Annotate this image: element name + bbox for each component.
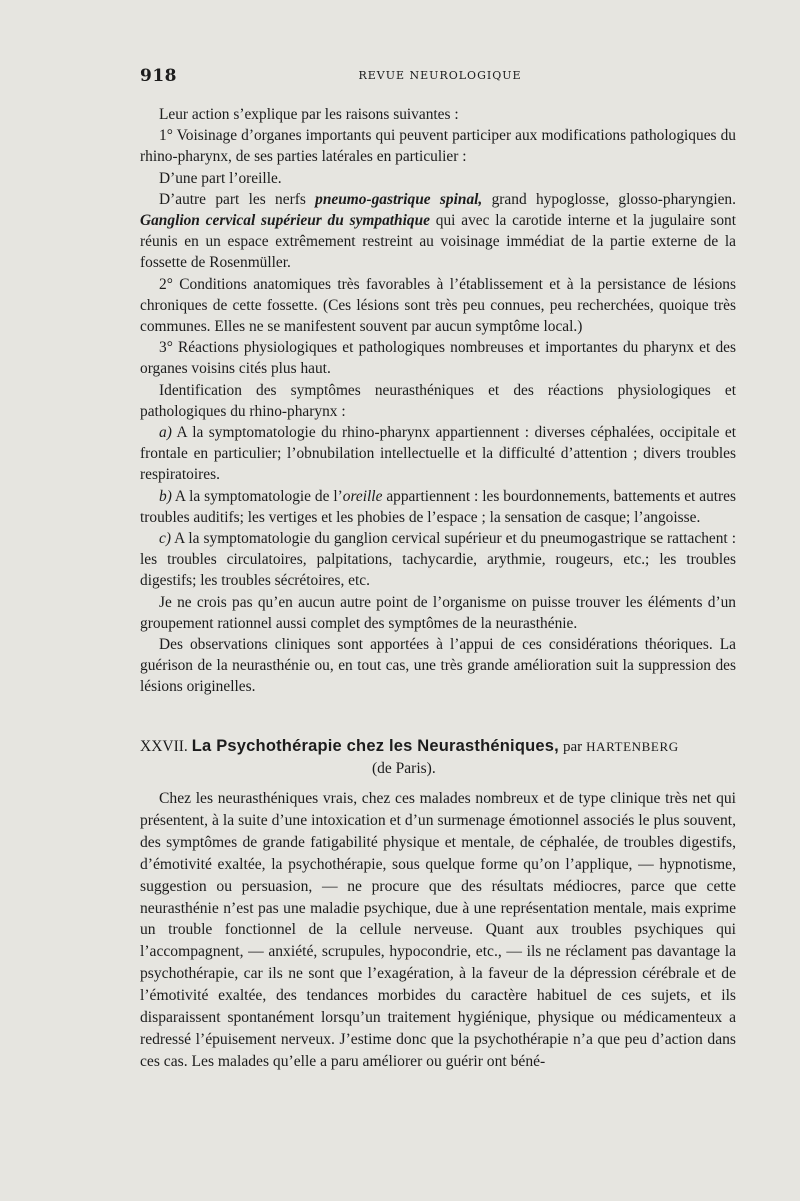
paragraph bbox=[140, 528, 736, 592]
paragraph: Je ne crois pas qu’en aucun autre point de l’organisme on puisse trouver les éléments d’un groupement rationnel aussi complet des symptômes de la neurasthénie. bbox=[140, 593, 736, 632]
page-header bbox=[140, 66, 740, 86]
section-heading-line bbox=[140, 736, 736, 758]
paragraph: 2° Conditions anatomiques très favorables à l’établissement et à la persistance de lésions chroniques de cette fossette. (Ces lésions sont très peu connues, peu recherchées, quoique très communes. Elles ne se manifestent souvent par aucun symptôme local.) bbox=[140, 275, 736, 336]
paragraph: Des observations cliniques sont apportées à l’appui de ces considérations théoriques. La guérison de la neurasthénie ou, en tout cas, une très grande amélioration suit la suppression des lésions originelles. bbox=[140, 636, 736, 696]
section-number: XXVII. bbox=[140, 738, 188, 755]
list-label: b) bbox=[159, 487, 172, 505]
paragraph: 1° Voisinage d’organes importants qui peuvent participer aux modifications pathologiques du rhino-pharynx, de ses parties latérales en particulier : bbox=[140, 127, 736, 166]
text-run: A la symptomatologie de l’ bbox=[171, 487, 343, 505]
text-run: appartiennent : les bourdonnements, battements et autres troubles auditifs; les vertiges et les phobies de l’espace ; la sensation de casque; l’angoisse. bbox=[140, 487, 736, 526]
text-run: A la symptomatologie du ganglion cervical supérieur et du pneumogastrique se rattachent : les troubles circulatoires, palpitations, tachycardie, arythmie, rougeurs, etc.; les troubles digestifs; les troubles sécrétoires, etc. bbox=[140, 530, 736, 590]
running-title: REVUE NEUROLOGIQUE bbox=[358, 69, 522, 82]
paragraph: Leur action s’explique par les raisons suivantes : bbox=[159, 106, 459, 123]
paragraph: D’une part l’oreille. bbox=[159, 169, 282, 187]
page-number: 918 bbox=[140, 66, 177, 86]
paragraph: Identification des symptômes neurasthéniques et des réactions physiologiques et pathologiques du rhino-pharynx : bbox=[140, 381, 736, 420]
text-run: A la symptomatologie du rhino-pharynx appartiennent : diverses céphalées, occipitale et frontale en particulier; l’obnubilation intellectuelle et la difficulté d’attention ; divers troubles respiratoires. bbox=[140, 424, 736, 484]
text-block-bottom bbox=[140, 788, 736, 1073]
section-author: HARTENBERG bbox=[586, 739, 679, 754]
paragraph bbox=[140, 422, 736, 486]
text-run: D’autre part les nerfs bbox=[159, 190, 316, 208]
list-label: c) bbox=[159, 530, 171, 548]
paragraph bbox=[140, 189, 736, 274]
text-block-top bbox=[140, 104, 736, 698]
section-by: par bbox=[562, 739, 583, 755]
section-title: La Psychothérapie chez les Neurasthéniques, bbox=[191, 737, 559, 755]
italic-text: pneumo-gastrique spinal, bbox=[315, 190, 483, 208]
section-heading bbox=[140, 736, 736, 779]
text-run: qui avec la carotide interne et la jugulaire sont réunis en un espace extrêmement restreint au voisinage immédiat de la partie externe de la fossette de Rosenmüller. bbox=[140, 212, 736, 272]
paragraph bbox=[140, 486, 736, 528]
list-label: a) bbox=[159, 424, 172, 442]
paragraph: 3° Réactions physiologiques et pathologiques nombreuses et importantes du pharynx et des organes voisins cités plus haut. bbox=[140, 339, 736, 378]
paragraph: Chez les neurasthéniques vrais, chez ces malades nombreux et de type clinique très net qui présentent, à la suite d’une intoxication et d’un surmenage émotionnel associés le plus souvent, des symptômes de grande fatigabilité physique et mentale, de céphalée, de troubles digestifs, d’émotivité exaltée, la psychothérapie, sous quelque forme qu’on l’applique, — hypnotisme, suggestion ou persuasion, — ne procure que des résultats médiocres, parce que cette neurasthénie n’est pas une maladie psychique, due à une représentation mentale, mais exprime un trouble fonctionnel de la cellule nerveuse. Quant aux troubles psychiques qui l’accompagnent, — anxiété, scrupules, hypocondrie, etc., — ils ne réclament pas davantage la psychothérapie, car ils ne sont que l’exagération, à la faveur de la dépression cérébrale et de l’émotivité exaltée, des tendances morbides du caractère habituel de ces sujets, et ils disparaissent spontanément lorsqu’un traitement hygiénique, physique ou médicamenteux a redressé l’épuisement nerveux. J’estime donc que la psychothérapie n’a que peu d’action dans ces cas. Les malades qu’elle a paru améliorer ou guérir ont béné- bbox=[140, 790, 736, 1070]
italic-text: Ganglion cervical supérieur du sympathique bbox=[140, 212, 430, 230]
section-location: (de Paris). bbox=[372, 760, 436, 777]
italic-text: oreille bbox=[342, 487, 383, 505]
text-run: grand hypoglosse, glosso-pharyngien. bbox=[482, 190, 736, 208]
